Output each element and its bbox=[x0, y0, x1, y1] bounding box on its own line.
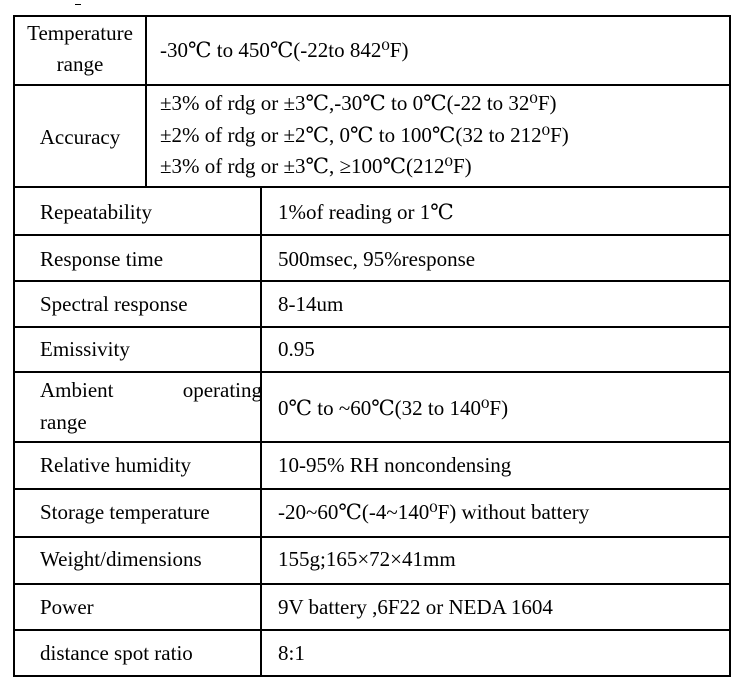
row-divider bbox=[13, 488, 731, 490]
power-value: 9V battery ,6F22 or NEDA 1604 bbox=[278, 595, 553, 619]
header-column-divider bbox=[145, 15, 147, 187]
spectral-response-label: Spectral response bbox=[40, 292, 188, 316]
response-time-value: 500msec, 95%response bbox=[278, 247, 476, 271]
distance-spot-ratio-value: 8:1 bbox=[278, 641, 305, 665]
response-time-label: Response time bbox=[40, 247, 164, 271]
temperature-range-label bbox=[15, 18, 145, 82]
repeatability-label: Repeatability bbox=[40, 200, 152, 224]
row-divider bbox=[13, 186, 731, 188]
row-divider bbox=[13, 84, 731, 86]
temperature-range-value-text: -30℃ to 450℃(-22to 842⁰F) bbox=[160, 38, 409, 62]
temperature-range-value bbox=[160, 34, 720, 66]
weight-dimensions-label: Weight/dimensions bbox=[40, 547, 202, 571]
relative-humidity-label: Relative humidity bbox=[40, 453, 192, 477]
row-divider bbox=[13, 583, 731, 585]
ambient-word: Ambient bbox=[40, 378, 114, 402]
storage-temperature-value: -20~60℃(-4~140⁰F) without battery bbox=[278, 500, 590, 524]
temperature-range-label-line2: range bbox=[56, 52, 104, 76]
accuracy-label-text: Accuracy bbox=[39, 125, 121, 149]
row-divider bbox=[13, 371, 731, 373]
ambient-operating-label-line1 bbox=[40, 374, 262, 406]
row-divider bbox=[13, 629, 731, 631]
row-divider bbox=[13, 536, 731, 538]
relative-humidity-value: 10-95% RH noncondensing bbox=[278, 453, 512, 477]
accuracy-label bbox=[15, 121, 145, 153]
ambient-operating-range-value: 0℃ to ~60℃(32 to 140⁰F) bbox=[278, 396, 509, 420]
row-divider bbox=[13, 441, 731, 443]
accuracy-value-line3: ±3% of rdg or ±3℃, ≥100℃(212⁰F) bbox=[160, 154, 472, 178]
weight-dimensions-value: 155g;165×72×41mm bbox=[278, 547, 456, 571]
emissivity-value: 0.95 bbox=[278, 337, 315, 361]
row-divider bbox=[13, 326, 731, 328]
table-border-right bbox=[729, 15, 731, 677]
accuracy-value bbox=[160, 88, 726, 183]
row-divider bbox=[13, 280, 731, 282]
table-border-top bbox=[13, 15, 731, 17]
table-border-bottom bbox=[13, 675, 731, 677]
spectral-response-value: 8-14um bbox=[278, 292, 344, 316]
power-label: Power bbox=[40, 595, 94, 619]
ambient-operating-range-label bbox=[15, 374, 260, 438]
distance-spot-ratio-label: distance spot ratio bbox=[40, 641, 193, 665]
temperature-range-label-line1: Temperature bbox=[27, 21, 133, 45]
operating-word: operating bbox=[182, 378, 262, 402]
emissivity-label: Emissivity bbox=[40, 337, 130, 361]
repeatability-value: 1%of reading or 1℃ bbox=[278, 200, 454, 224]
row-divider bbox=[13, 234, 731, 236]
storage-temperature-label: Storage temperature bbox=[40, 500, 210, 524]
accuracy-value-line1: ±3% of rdg or ±3℃,-30℃ to 0℃(-22 to 32⁰F) bbox=[160, 91, 557, 115]
accuracy-value-line2: ±2% of rdg or ±2℃, 0℃ to 100℃(32 to 212⁰F) bbox=[160, 122, 569, 147]
range-word: range bbox=[40, 410, 87, 434]
